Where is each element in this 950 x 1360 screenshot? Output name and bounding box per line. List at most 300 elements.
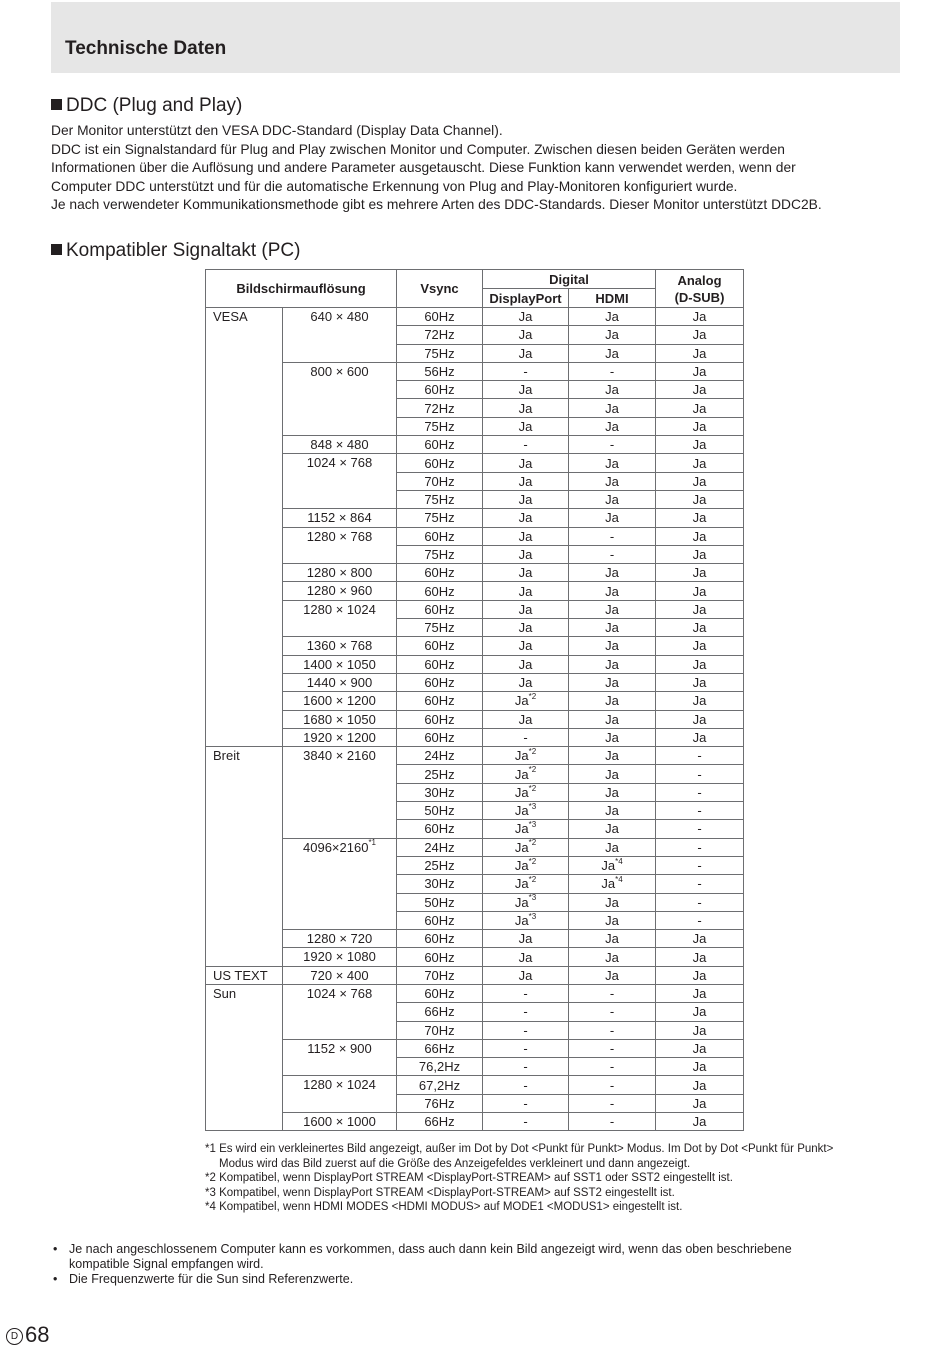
vsync-cell xyxy=(397,1076,483,1094)
ddc-heading xyxy=(51,95,242,117)
analog-cell xyxy=(656,490,744,508)
resolution-cell xyxy=(283,308,397,363)
table-row xyxy=(206,454,744,472)
displayport-value: Ja xyxy=(518,656,533,672)
resolution-cell xyxy=(283,984,397,1039)
analog-value: Ja xyxy=(692,1095,707,1111)
vsync-cell xyxy=(397,673,483,691)
hdmi-cell xyxy=(569,564,656,582)
vsync-value: 70Hz xyxy=(424,473,455,489)
group-cell xyxy=(206,308,283,747)
analog-value: Ja xyxy=(692,455,707,471)
hdmi-cell xyxy=(569,875,656,893)
hdmi-value: - xyxy=(609,364,615,380)
analog-value: Ja xyxy=(692,327,707,343)
vsync-value: 60Hz xyxy=(424,912,455,928)
vsync-cell xyxy=(397,545,483,563)
table-row xyxy=(206,637,744,655)
analog-cell xyxy=(656,856,744,874)
vsync-cell xyxy=(397,692,483,710)
displayport-cell xyxy=(483,655,569,673)
hdmi-cell xyxy=(569,582,656,600)
displayport-cell xyxy=(483,1113,569,1131)
displayport-value: Ja xyxy=(518,473,533,489)
resolution-label: 640 × 480 xyxy=(310,309,369,324)
hdmi-value: - xyxy=(609,1077,615,1093)
displayport-footnote-mark: *3 xyxy=(528,911,537,921)
analog-value: Ja xyxy=(692,437,707,453)
displayport-footnote-mark: *2 xyxy=(528,838,537,848)
vsync-cell xyxy=(397,490,483,508)
table-row xyxy=(206,728,744,746)
analog-value: - xyxy=(697,766,702,782)
resolution-label: 848 × 480 xyxy=(310,437,369,453)
displayport-value: Ja xyxy=(518,620,533,636)
signal-heading-text: Kompatibler Signaltakt (PC) xyxy=(66,240,301,261)
header-analog-label: Analog xyxy=(677,272,722,288)
analog-value: - xyxy=(697,839,702,855)
displayport-value: Ja xyxy=(518,711,533,727)
vsync-cell xyxy=(397,527,483,545)
hdmi-cell xyxy=(569,417,656,435)
analog-value: Ja xyxy=(692,1077,707,1093)
hdmi-value: Ja xyxy=(605,638,619,654)
hdmi-cell xyxy=(569,545,656,563)
displayport-value: Ja xyxy=(518,931,533,947)
hdmi-value: Ja xyxy=(605,455,619,471)
resolution-label: 1920 × 1080 xyxy=(303,949,376,965)
displayport-value: Ja xyxy=(518,309,533,325)
ddc-paragraph xyxy=(51,122,911,215)
analog-value: Ja xyxy=(692,364,707,380)
bullet-line: Je nach angeschlossenem Computer kann es vorkommen, dass auch dann kein Bild angezeigt wird, wenn das oben beschriebene xyxy=(69,1242,792,1256)
analog-cell xyxy=(656,728,744,746)
vsync-value: 75Hz xyxy=(424,492,455,508)
resolution-cell xyxy=(283,930,397,948)
vsync-value: 66Hz xyxy=(424,1114,455,1130)
displayport-value: Ja xyxy=(518,327,533,343)
analog-cell xyxy=(656,984,744,1002)
analog-cell xyxy=(656,783,744,801)
displayport-cell xyxy=(483,1039,569,1057)
vsync-cell xyxy=(397,417,483,435)
displayport-value: Ja xyxy=(514,784,529,800)
analog-value: Ja xyxy=(692,967,707,983)
page-title: Technische Daten xyxy=(65,38,227,59)
displayport-cell xyxy=(483,600,569,618)
vsync-value: 60Hz xyxy=(424,437,455,453)
hdmi-cell xyxy=(569,856,656,874)
vsync-cell xyxy=(397,582,483,600)
displayport-value: Ja xyxy=(518,547,533,562)
displayport-value: Ja xyxy=(518,455,533,471)
vsync-value: 75Hz xyxy=(424,510,455,526)
displayport-footnote-mark: *2 xyxy=(528,856,537,866)
group-label: US TEXT xyxy=(213,967,268,983)
analog-value: - xyxy=(697,894,702,910)
analog-cell xyxy=(656,436,744,454)
analog-cell xyxy=(656,472,744,490)
ddc-line: DDC ist ein Signalstandard für Plug and Play zwischen Monitor und Computer. Zwischen diesen beiden Geräten werden xyxy=(51,141,785,157)
hdmi-value: Ja xyxy=(605,492,619,508)
resolution-label: 1600 × 1000 xyxy=(303,1114,376,1130)
hdmi-footnote-mark: *4 xyxy=(615,875,623,885)
resolution-label: 1024 × 768 xyxy=(306,455,373,471)
displayport-cell xyxy=(483,710,569,728)
analog-cell xyxy=(656,1021,744,1039)
table-row xyxy=(206,930,744,948)
footnote: *1 Es wird ein verkleinertes Bild angezeigt, außer im Dot by Dot <Punkt für Punkt> Modus. Im Dot by Dot <Punkt für Punkt> xyxy=(205,1143,834,1155)
displayport-cell xyxy=(483,1094,569,1112)
resolution-label: 4096×2160 xyxy=(303,839,369,855)
hdmi-cell xyxy=(569,619,656,637)
displayport-cell xyxy=(483,984,569,1002)
vsync-value: 60Hz xyxy=(424,693,455,709)
hdmi-cell xyxy=(569,399,656,417)
table-row xyxy=(206,308,744,326)
analog-value: Ja xyxy=(692,656,707,672)
resolution-cell xyxy=(283,710,397,728)
displayport-cell xyxy=(483,527,569,545)
vsync-cell xyxy=(397,472,483,490)
vsync-cell xyxy=(397,1021,483,1039)
displayport-value: - xyxy=(523,1077,528,1093)
analog-cell xyxy=(656,747,744,765)
signal-table-body xyxy=(206,308,744,1131)
vsync-cell xyxy=(397,308,483,326)
resolution-cell xyxy=(283,564,397,582)
resolution-cell xyxy=(283,1113,397,1131)
vsync-cell xyxy=(397,1113,483,1131)
vsync-value: 30Hz xyxy=(424,784,455,800)
vsync-value: 50Hz xyxy=(424,803,455,819)
displayport-value: Ja xyxy=(518,382,533,398)
vsync-cell xyxy=(397,1039,483,1057)
vsync-value: 75Hz xyxy=(424,418,455,434)
vsync-cell xyxy=(397,600,483,618)
vsync-value: 56Hz xyxy=(424,364,455,380)
group-label: VESA xyxy=(213,309,248,324)
displayport-value: Ja xyxy=(514,693,529,709)
resolution-cell xyxy=(283,509,397,527)
displayport-value: Ja xyxy=(518,675,533,691)
displayport-cell xyxy=(483,326,569,344)
header-hdmi: HDMI xyxy=(569,289,656,308)
hdmi-cell xyxy=(569,527,656,545)
displayport-cell xyxy=(483,948,569,966)
analog-value: Ja xyxy=(692,638,707,654)
vsync-value: 25Hz xyxy=(424,766,455,782)
displayport-cell xyxy=(483,893,569,911)
vsync-cell xyxy=(397,564,483,582)
displayport-value: Ja xyxy=(514,876,529,892)
resolution-label: 3840 × 2160 xyxy=(303,748,376,764)
vsync-cell xyxy=(397,802,483,820)
analog-cell xyxy=(656,527,744,545)
vsync-cell xyxy=(397,893,483,911)
analog-cell xyxy=(656,545,744,563)
hdmi-cell xyxy=(569,893,656,911)
analog-cell xyxy=(656,1003,744,1021)
vsync-value: 60Hz xyxy=(424,949,455,965)
analog-value: - xyxy=(697,876,702,892)
resolution-cell xyxy=(283,673,397,691)
vsync-value: 66Hz xyxy=(424,1004,455,1020)
group-cell xyxy=(206,966,283,984)
resolution-cell xyxy=(283,436,397,454)
ddc-line: Je nach verwendeter Kommunikationsmethode gibt es mehrere Arten des DDC-Standards. Dieser Monitor unterstützt DDC2B. xyxy=(51,197,822,213)
analog-cell xyxy=(656,362,744,380)
displayport-footnote-mark: *2 xyxy=(528,783,537,793)
hdmi-cell xyxy=(569,490,656,508)
displayport-cell xyxy=(483,728,569,746)
analog-cell xyxy=(656,582,744,600)
table-row xyxy=(206,966,744,984)
vsync-value: 75Hz xyxy=(424,547,455,562)
analog-cell xyxy=(656,1094,744,1112)
analog-cell xyxy=(656,930,744,948)
analog-value: Ja xyxy=(692,565,707,581)
analog-cell xyxy=(656,1076,744,1094)
header-analog xyxy=(656,270,744,308)
displayport-value: - xyxy=(523,729,528,745)
vsync-cell xyxy=(397,747,483,765)
vsync-cell xyxy=(397,619,483,637)
footnote: *3 Kompatibel, wenn DisplayPort STREAM <DisplayPort-STREAM> auf SST2 eingestellt ist. xyxy=(205,1186,675,1199)
resolution-cell xyxy=(283,747,397,838)
table-row xyxy=(206,838,744,856)
vsync-value: 76Hz xyxy=(424,1095,455,1111)
resolution-label: 1280 × 720 xyxy=(306,931,373,947)
resolution-label: 1360 × 768 xyxy=(306,638,373,654)
hdmi-cell xyxy=(569,362,656,380)
vsync-value: 60Hz xyxy=(424,601,455,617)
analog-value: Ja xyxy=(692,492,707,508)
displayport-cell xyxy=(483,344,569,362)
vsync-cell xyxy=(397,1058,483,1076)
displayport-cell xyxy=(483,1021,569,1039)
hdmi-value: Ja xyxy=(601,876,616,892)
vsync-value: 75Hz xyxy=(424,620,455,636)
displayport-cell xyxy=(483,838,569,856)
displayport-cell xyxy=(483,362,569,380)
displayport-cell xyxy=(483,436,569,454)
displayport-cell xyxy=(483,911,569,929)
analog-cell xyxy=(656,875,744,893)
hdmi-value: Ja xyxy=(605,473,619,489)
displayport-footnote-mark: *2 xyxy=(528,765,537,775)
vsync-value: 60Hz xyxy=(424,638,455,654)
resolution-label: 1280 × 960 xyxy=(306,583,373,599)
vsync-value: 72Hz xyxy=(424,400,455,416)
analog-cell xyxy=(656,710,744,728)
resolution-cell xyxy=(283,600,397,637)
hdmi-cell xyxy=(569,381,656,399)
vsync-cell xyxy=(397,637,483,655)
displayport-cell xyxy=(483,1003,569,1021)
hdmi-cell xyxy=(569,930,656,948)
analog-value: Ja xyxy=(692,729,707,745)
hdmi-cell xyxy=(569,326,656,344)
vsync-value: 50Hz xyxy=(424,894,455,910)
hdmi-cell xyxy=(569,600,656,618)
bullet-item xyxy=(51,1242,792,1272)
hdmi-value: Ja xyxy=(605,729,619,745)
vsync-value: 60Hz xyxy=(424,656,455,672)
hdmi-value: - xyxy=(609,1059,615,1075)
displayport-cell xyxy=(483,454,569,472)
displayport-value: Ja xyxy=(514,912,529,928)
analog-value: Ja xyxy=(692,400,707,416)
displayport-cell xyxy=(483,966,569,984)
group-label: Breit xyxy=(213,748,240,764)
hdmi-value: Ja xyxy=(605,784,619,800)
section-header-bar xyxy=(51,2,900,73)
header-displayport: DisplayPort xyxy=(483,289,569,308)
hdmi-cell xyxy=(569,692,656,710)
analog-cell xyxy=(656,765,744,783)
hdmi-cell xyxy=(569,454,656,472)
analog-value: - xyxy=(697,858,702,874)
hdmi-value: Ja xyxy=(605,620,619,636)
hdmi-cell xyxy=(569,747,656,765)
vsync-cell xyxy=(397,710,483,728)
analog-value: Ja xyxy=(692,986,707,1002)
hdmi-cell xyxy=(569,637,656,655)
vsync-value: 30Hz xyxy=(424,876,455,892)
vsync-cell xyxy=(397,820,483,838)
analog-value: Ja xyxy=(692,1041,707,1057)
analog-value: Ja xyxy=(692,1059,707,1075)
displayport-cell xyxy=(483,381,569,399)
analog-cell xyxy=(656,948,744,966)
hdmi-footnote-mark: *4 xyxy=(615,856,623,866)
hdmi-value: - xyxy=(609,1095,615,1111)
vsync-value: 60Hz xyxy=(424,583,455,599)
vsync-cell xyxy=(397,728,483,746)
analog-cell xyxy=(656,600,744,618)
analog-value: Ja xyxy=(692,382,707,398)
displayport-cell xyxy=(483,783,569,801)
table-row xyxy=(206,527,744,545)
displayport-value: Ja xyxy=(514,858,529,874)
hdmi-cell xyxy=(569,948,656,966)
bullet-item xyxy=(51,1272,792,1287)
analog-value: Ja xyxy=(692,931,707,947)
hdmi-cell xyxy=(569,509,656,527)
vsync-cell xyxy=(397,948,483,966)
displayport-value: - xyxy=(523,986,528,1002)
vsync-cell xyxy=(397,509,483,527)
resolution-cell xyxy=(283,527,397,564)
language-mark-icon: D xyxy=(6,1328,23,1345)
displayport-value: Ja xyxy=(518,492,533,508)
resolution-label: 1280 × 800 xyxy=(306,565,373,581)
vsync-value: 72Hz xyxy=(424,327,455,343)
hdmi-value: Ja xyxy=(605,601,619,617)
hdmi-value: - xyxy=(609,1022,615,1038)
resolution-cell xyxy=(283,1039,397,1076)
table-row xyxy=(206,948,744,966)
displayport-value: - xyxy=(523,1095,528,1111)
displayport-value: Ja xyxy=(514,803,529,819)
analog-cell xyxy=(656,673,744,691)
hdmi-value: Ja xyxy=(605,894,619,910)
displayport-value: Ja xyxy=(518,510,533,526)
vsync-value: 60Hz xyxy=(424,729,455,745)
hdmi-cell xyxy=(569,1003,656,1021)
vsync-cell xyxy=(397,966,483,984)
displayport-value: Ja xyxy=(518,345,533,361)
displayport-cell xyxy=(483,930,569,948)
vsync-cell xyxy=(397,783,483,801)
bullet-dot-icon: • xyxy=(53,1272,58,1286)
displayport-cell xyxy=(483,673,569,691)
hdmi-cell xyxy=(569,1094,656,1112)
vsync-cell xyxy=(397,856,483,874)
hdmi-cell xyxy=(569,1021,656,1039)
vsync-value: 60Hz xyxy=(424,528,455,544)
hdmi-value: Ja xyxy=(605,711,619,727)
vsync-cell xyxy=(397,911,483,929)
table-row xyxy=(206,564,744,582)
analog-cell xyxy=(656,692,744,710)
table-row xyxy=(206,509,744,527)
square-bullet-icon xyxy=(51,99,62,110)
resolution-label: 1920 × 1200 xyxy=(303,729,376,745)
resolution-label: 800 × 600 xyxy=(310,363,369,379)
hdmi-value: - xyxy=(609,1114,615,1130)
vsync-value: 60Hz xyxy=(424,675,455,691)
displayport-value: - xyxy=(523,1114,528,1130)
analog-cell xyxy=(656,820,744,838)
hdmi-cell xyxy=(569,673,656,691)
displayport-value: Ja xyxy=(514,894,529,910)
resolution-cell xyxy=(283,1076,397,1113)
hdmi-cell xyxy=(569,436,656,454)
vsync-cell xyxy=(397,930,483,948)
footnote: *4 Kompatibel, wenn HDMI MODES <HDMI MODUS> auf MODE1 <MODUS1> eingestellt ist. xyxy=(205,1201,683,1213)
vsync-value: 60Hz xyxy=(424,821,455,837)
hdmi-value: Ja xyxy=(605,766,619,782)
analog-cell xyxy=(656,637,744,655)
analog-value: Ja xyxy=(692,1114,707,1130)
analog-value: Ja xyxy=(692,601,707,617)
analog-cell xyxy=(656,802,744,820)
vsync-cell xyxy=(397,399,483,417)
analog-cell xyxy=(656,454,744,472)
hdmi-value: Ja xyxy=(605,327,619,343)
displayport-value: Ja xyxy=(514,748,529,764)
vsync-value: 60Hz xyxy=(424,455,455,471)
table-row xyxy=(206,747,744,765)
analog-value: Ja xyxy=(692,620,707,636)
displayport-cell xyxy=(483,308,569,326)
analog-value: Ja xyxy=(692,510,707,526)
hdmi-cell xyxy=(569,1076,656,1094)
hdmi-value: Ja xyxy=(605,967,619,983)
vsync-value: 25Hz xyxy=(424,858,455,874)
analog-cell xyxy=(656,417,744,435)
hdmi-cell xyxy=(569,710,656,728)
resolution-cell xyxy=(283,692,397,710)
hdmi-cell xyxy=(569,655,656,673)
hdmi-cell xyxy=(569,838,656,856)
table-row xyxy=(206,710,744,728)
displayport-cell xyxy=(483,472,569,490)
hdmi-cell xyxy=(569,911,656,929)
analog-cell xyxy=(656,308,744,326)
